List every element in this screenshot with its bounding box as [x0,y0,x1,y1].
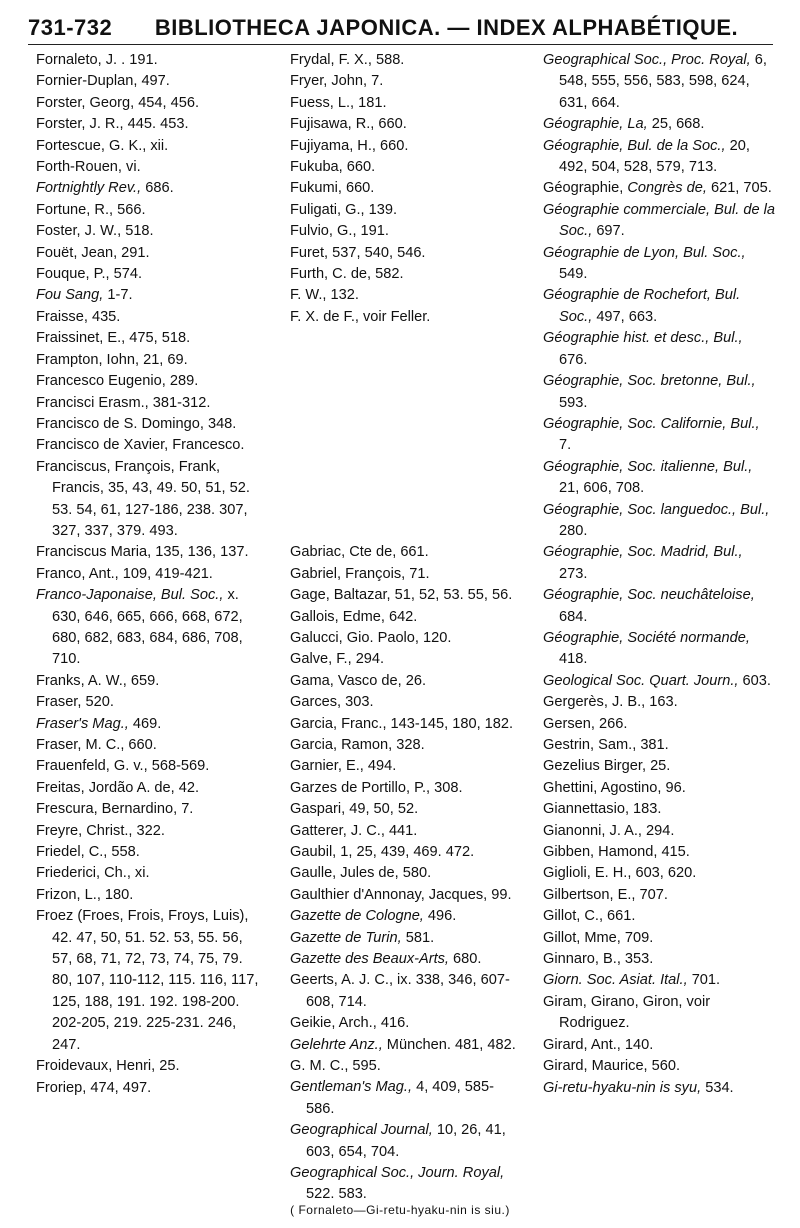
index-entry: Gestrin, Sam., 381. [543,737,669,753]
page-footer: ( Fornaleto—Gi-retu-hyaku-nin is siu.) [290,1203,510,1217]
index-entry: Franco-Japonaise, Bul. Soc., x. 630, 646, 665, 666, 668, 672, 680, 682, 683, 684, 686, 708, 710. [36,587,243,668]
index-entry: Gianonni, J. A., 294. [543,822,675,839]
index-entry: Fraissinet, E., 475, 518. [36,330,191,347]
index-entry: Gi-retu-hyaku-nin is syu, 534. [543,1079,734,1096]
index-entry: Fouët, Jean, 291. [36,244,150,261]
index-entry: Friedel, C., 558. [36,844,140,861]
index-entry: Friederici, Ch., xi. [36,865,150,882]
index-entry: Franciscus Maria, 135, 136, 137. [36,544,249,561]
index-entry: Gilbertson, E., 707. [543,886,668,903]
index-entry: Fuess, L., 181. [290,94,387,111]
index-entry: Fou Sang, 1-7. [36,287,133,304]
index-entry: Fujisawa, R., 660. [290,116,407,133]
index-entry: F. X. de F., voir Feller. [290,308,431,325]
index-entry: Garcia, Franc., 143-145, 180, 182. [290,715,514,732]
index-entry: Franks, A. W., 659. [36,672,160,689]
index-entry: Fraser, M. C., 660. [36,737,157,753]
index-entry: Geographical Soc., Proc. Royal, 6, 548, 555, 556, 583, 598, 624, 631, 664. [543,52,767,111]
index-entry: Gabriel, François, 71. [290,565,430,582]
index-entry: Fulvio, G., 191. [290,223,389,240]
index-entry: Fujiyama, H., 660. [290,137,409,154]
index-entry: F. W., 132. [290,287,359,304]
index-entry: Fraser, 520. [36,694,114,711]
index-column-2 [290,50,518,1206]
index-entry: Fortune, R., 566. [36,201,146,218]
index-entry: Ginnaro, B., 353. [543,951,654,968]
index-entry: Franco, Ant., 109, 419-421. [36,565,213,582]
index-entry: Gaspari, 49, 50, 52. [290,801,419,818]
index-entry: Freyre, Christ., 322. [36,822,165,839]
index-entry: Géographie, Soc. neuchâteloise, 684. [543,587,755,625]
index-entry: Fukuba, 660. [290,159,376,176]
index-entry: Geographical Soc., Journ. Royal, 522. 583. [290,1165,505,1203]
index-entry: Géographie, Société normande, 418. [543,629,750,668]
index-entry: Garcia, Ramon, 328. [290,736,425,753]
index-entry: Froez (Froes, Frois, Froys, Luis), 42. 47, 50, 51. 52. 53, 55. 56, 57, 68, 71, 72, 73, 74, 75, 79. 80, 107, 110-112, 115. 116, 117, 125, 188, 191. 192. 198-200. 202-205, 219. 225-231. 246, 247. [36,908,259,1053]
index-column-1 [36,50,262,1099]
index-entry: Giannettasio, 183. [543,801,662,818]
index-entry: Giram, Girano, Giron, voir Rodriguez. [543,993,711,1032]
index-entry: Girard, Ant., 140. [543,1036,654,1053]
index-entry: Francisco de S. Domingo, 348. [36,415,237,432]
index-entry: Galve, F., 294. [290,651,385,668]
running-title: BIBLIOTHECA JAPONICA. — INDEX ALPHABÉTIQUE. [154,15,739,40]
page-header [28,12,770,44]
index-entry: G. M. C., 595. [290,1058,381,1075]
index-entry: Gabriac, Cte de, 661. [290,544,429,561]
index-entry: Géographie, Soc. languedoc., Bul., 280. [543,501,770,539]
index-entry: Gage, Baltazar, 51, 52, 53. 55, 56. [290,587,513,604]
index-entry: Forster, Georg, 454, 456. [36,94,200,111]
index-entry: Furth, C. de, 582. [290,266,404,283]
index-entry: Gallois, Edme, 642. [290,608,418,625]
index-entry: Gazette de Turin, 581. [290,929,435,946]
index-entry: Froriep, 474, 497. [36,1079,152,1096]
index-entry: Géographie commerciale, Bul. de la Soc., 697. [543,201,775,240]
index-entry: Gentleman's Mag., 4, 409, 585-586. [290,1079,494,1117]
index-entry: Frizon, L., 180. [36,886,134,903]
index-entry: Girard, Maurice, 560. [543,1058,681,1075]
index-entry: Geological Soc. Quart. Journ., 603. [543,672,771,689]
index-entry: Forster, J. R., 445. 453. [36,116,189,133]
index-entry: Géographie, Congrès de, 621, 705. [543,180,772,197]
index-entry: Frauenfeld, G. v., 568-569. [36,758,210,775]
index-entry: Géographie, Bul. de la Soc., 20, 492, 504, 528, 579, 713. [543,137,750,176]
index-entry: Gergerès, J. B., 163. [543,694,678,711]
index-entry: Giglioli, E. H., 603, 620. [543,865,697,882]
index-entry: Giorn. Soc. Asiat. Ital., 701. [543,972,721,989]
index-entry: Géographie, La, 25, 668. [543,116,705,133]
index-entry: Fortescue, G. K., xii. [36,137,169,154]
index-entry: Géographie, Soc. bretonne, Bul., 593. [543,373,756,411]
index-entry: Fortnightly Rev., 686. [36,180,174,197]
index-entry: Gatterer, J. C., 441. [290,822,418,839]
index-entry: Frescura, Bernardino, 7. [36,801,194,818]
index-entry: Geikie, Arch., 416. [290,1015,410,1032]
header-rule [28,44,773,45]
index-entry: Fraser's Mag., 469. [36,715,162,732]
page-range: 731-732 [28,15,113,40]
index-entry: Gibben, Hamond, 415. [543,844,690,861]
index-entry: Gazette de Cologne, 496. [290,908,457,925]
index-entry: Fornaleto, J. . 191. [36,52,158,68]
index-entry: Frydal, F. X., 588. [290,52,405,68]
index-entry: Gersen, 266. [543,715,628,732]
index-entry: Froidevaux, Henri, 25. [36,1058,180,1075]
index-entry: Fuligati, G., 139. [290,201,398,218]
index-entry: Gelehrte Anz., München. 481, 482. [290,1036,516,1053]
index-entry: Gama, Vasco de, 26. [290,672,427,689]
section-gap [290,328,518,542]
index-entry: Geographical Journal, 10, 26, 41, 603, 654, 704. [290,1122,506,1160]
index-entry: Fraisse, 435. [36,308,121,325]
index-entry: Géographie, Soc. italienne, Bul., 21, 606, 708. [543,458,753,497]
index-entry: Gezelius Birger, 25. [543,758,671,775]
index-entry: Gillot, C., 661. [543,908,636,925]
index-entry: Gaulle, Jules de, 580. [290,865,432,882]
index-entry: Francesco Eugenio, 289. [36,373,199,390]
index-entry: Garzes de Portillo, P., 308. [290,779,463,796]
index-entry: Furet, 537, 540, 546. [290,244,426,261]
index-entry: Francisci Erasm., 381-312. [36,394,211,411]
index-entry: Géographie hist. et desc., Bul., 676. [543,330,743,368]
index-entry: Géographie de Rochefort, Bul. Soc., 497, 663. [543,287,741,325]
index-entry: Fornier-Duplan, 497. [36,73,170,90]
index-entry: Gaulthier d'Annonay, Jacques, 99. [290,886,512,903]
index-entry: Gazette des Beaux-Arts, 680. [290,951,482,967]
index-entry: Fukumi, 660. [290,180,375,197]
index-entry: Géographie de Lyon, Bul. Soc., 549. [543,244,746,283]
index-entry: Forth-Rouen, vi. [36,159,141,176]
index-entry: Freitas, Jordão A. de, 42. [36,779,200,796]
index-entry: Garnier, E., 494. [290,758,397,775]
index-entry: Géographie, Soc. Californie, Bul., 7. [543,415,760,454]
index-column-3 [543,50,775,1099]
index-entry: Ghettini, Agostino, 96. [543,779,686,796]
index-entry: Gaubil, 1, 25, 439, 469. 472. [290,843,475,860]
index-entry: Fryer, John, 7. [290,73,384,90]
index-entry: Garces, 303. [290,694,374,711]
index-entry: Francisco de Xavier, Francesco. [36,437,245,454]
index-entry: Foster, J. W., 518. [36,223,154,240]
index-entry: Franciscus, François, Frank, Francis, 35, 43, 49. 50, 51, 52. 53. 54, 61, 127-186, 238. 307, 327, 337, 379. 493. [36,458,250,539]
index-entry: Frampton, Iohn, 21, 69. [36,351,188,368]
index-entry: Gillot, Mme, 709. [543,929,654,946]
index-entry: Geerts, A. J. C., ix. 338, 346, 607-608, 714. [290,972,510,1010]
index-entry: Géographie, Soc. Madrid, Bul., 273. [543,544,743,582]
index-entry: Galucci, Gio. Paolo, 120. [290,629,452,646]
index-entry: Fouque, P., 574. [36,266,143,283]
